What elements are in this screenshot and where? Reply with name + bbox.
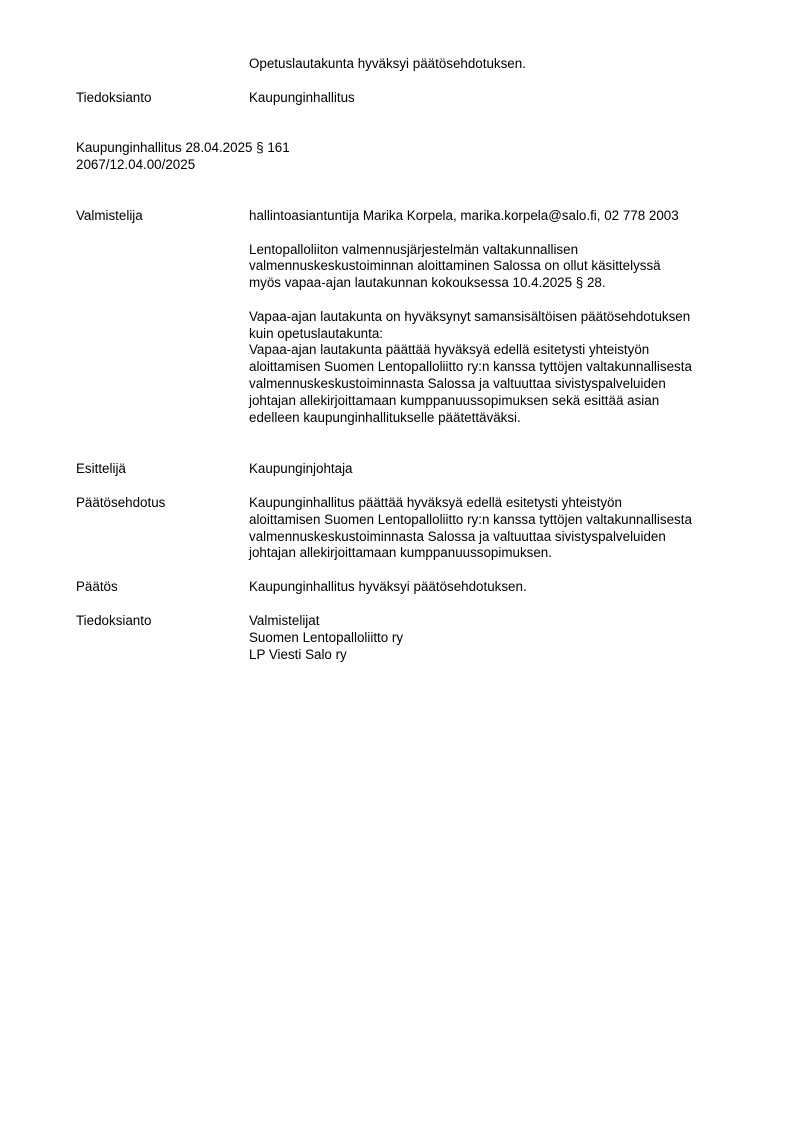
preparer-label: Valmistelija <box>76 208 143 223</box>
text-line: Vapaa-ajan lautakunta päättää hyväksyä edellä esitetysti yhteistyön <box>249 342 650 358</box>
recipient: LP Viesti Salo ry <box>249 646 347 662</box>
meeting-header-block <box>76 140 736 174</box>
text-line: aloittamisen Suomen Lentopalloliitto ry:n kanssa tyttöjen valtakunnallisesta <box>249 511 692 527</box>
prev-decision-text: Opetuslautakunta hyväksyi päätösehdotuksen. <box>249 56 526 71</box>
text-line: aloittamisen Suomen Lentopalloliitto ry:n kanssa tyttöjen valtakunnallisesta <box>249 359 692 375</box>
preparer-contact: hallintoasiantuntija Marika Korpela, marika.korpela@salo.fi, 02 778 2003 <box>249 208 679 223</box>
prev-notice-label: Tiedoksianto <box>76 90 152 105</box>
text-line: edelleen kaupunginhallitukselle päätettäväksi. <box>249 409 521 425</box>
recipient: Valmistelijat <box>249 613 320 628</box>
recipient: Suomen Lentopalloliitto ry <box>249 629 404 645</box>
preparer-paragraph-2 <box>249 309 749 427</box>
case-number: 2067/12.04.00/2025 <box>76 156 196 172</box>
proposal-content <box>249 495 749 562</box>
presenter-label: Esittelijä <box>76 461 126 476</box>
text-line: johtajan allekirjoittamaan kumppanuussopimuksen sekä esittää asian <box>249 392 660 408</box>
decision-value: Kaupunginhallitus hyväksyi päätösehdotuksen. <box>249 579 527 594</box>
meeting-header: Kaupunginhallitus 28.04.2025 § 161 <box>76 140 290 155</box>
prev-notice-value: Kaupunginhallitus <box>249 90 355 105</box>
text-line: valmennuskeskustoiminnasta Salossa ja valtuuttaa sivistyspalveluiden <box>249 528 666 544</box>
preparer-paragraph-1 <box>249 242 749 292</box>
decision-label: Päätös <box>76 579 118 594</box>
text-line: Lentopalloliiton valmennusjärjestelmän valtakunnallisen <box>249 241 579 257</box>
proposal-label: Päätösehdotus <box>76 495 166 510</box>
text-line: johtajan allekirjoittamaan kumppanuussopimuksen. <box>249 545 552 561</box>
presenter-value: Kaupunginjohtaja <box>249 461 353 476</box>
notice-recipients <box>249 613 749 663</box>
text-line: Vapaa-ajan lautakunta on hyväksynyt samansisältöisen päätösehdotuksen <box>249 308 691 324</box>
preparer-content <box>249 208 749 426</box>
text-line: valmennuskeskustoiminnan aloittaminen Salossa on ollut käsittelyssä <box>249 258 661 274</box>
text-line: valmennuskeskustoiminnasta Salossa ja valtuuttaa sivistyspalveluiden <box>249 375 666 391</box>
text-line: myös vapaa-ajan lautakunnan kokouksessa 10.4.2025 § 28. <box>249 275 606 291</box>
notice-label: Tiedoksianto <box>76 613 152 628</box>
text-line: Kaupunginhallitus päättää hyväksyä edellä esitetysti yhteistyön <box>249 495 622 510</box>
text-line: kuin opetuslautakunta: <box>249 325 384 341</box>
